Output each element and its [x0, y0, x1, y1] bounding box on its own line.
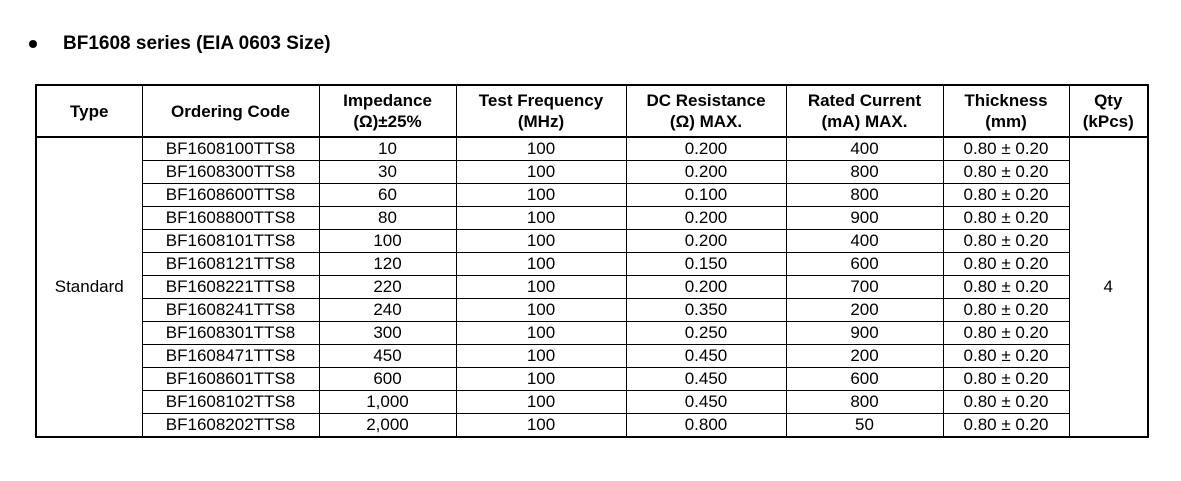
- cell-dc-resistance: 0.450: [626, 368, 786, 391]
- cell-rated-current: 900: [786, 322, 943, 345]
- table-row: [36, 414, 1148, 438]
- header-row: [36, 85, 1148, 137]
- cell-dc-resistance: 0.200: [626, 230, 786, 253]
- header-cell-qty: Qty (kPcs): [1069, 85, 1148, 137]
- cell-dc-resistance: 0.250: [626, 322, 786, 345]
- cell-test-frequency: 100: [456, 253, 626, 276]
- cell-impedance: 60: [319, 184, 456, 207]
- cell-dc-resistance: 0.450: [626, 391, 786, 414]
- table-row: [36, 345, 1148, 368]
- cell-ordering-code: BF1608600TTS8: [142, 184, 319, 207]
- cell-impedance: 80: [319, 207, 456, 230]
- cell-dc-resistance: 0.200: [626, 161, 786, 184]
- cell-impedance: 220: [319, 276, 456, 299]
- cell-rated-current: 600: [786, 253, 943, 276]
- table-row: [36, 322, 1148, 345]
- cell-impedance: 600: [319, 368, 456, 391]
- cell-thickness: 0.80 ± 0.20: [943, 322, 1069, 345]
- cell-rated-current: 200: [786, 299, 943, 322]
- cell-dc-resistance: 0.350: [626, 299, 786, 322]
- cell-impedance: 1,000: [319, 391, 456, 414]
- cell-thickness: 0.80 ± 0.20: [943, 299, 1069, 322]
- cell-test-frequency: 100: [456, 137, 626, 161]
- cell-thickness: 0.80 ± 0.20: [943, 184, 1069, 207]
- table-row: [36, 299, 1148, 322]
- cell-impedance: 300: [319, 322, 456, 345]
- cell-impedance: 2,000: [319, 414, 456, 438]
- table-row: [36, 368, 1148, 391]
- cell-impedance: 100: [319, 230, 456, 253]
- table-row: [36, 230, 1148, 253]
- cell-ordering-code: BF1608101TTS8: [142, 230, 319, 253]
- cell-rated-current: 50: [786, 414, 943, 438]
- cell-thickness: 0.80 ± 0.20: [943, 368, 1069, 391]
- table-row: [36, 184, 1148, 207]
- cell-thickness: 0.80 ± 0.20: [943, 276, 1069, 299]
- cell-impedance: 120: [319, 253, 456, 276]
- cell-rated-current: 400: [786, 230, 943, 253]
- table-row: [36, 207, 1148, 230]
- cell-ordering-code: BF1608102TTS8: [142, 391, 319, 414]
- header-cell-ordering-code: Ordering Code: [142, 85, 319, 137]
- cell-rated-current: 600: [786, 368, 943, 391]
- cell-thickness: 0.80 ± 0.20: [943, 207, 1069, 230]
- cell-ordering-code: BF1608301TTS8: [142, 322, 319, 345]
- cell-thickness: 0.80 ± 0.20: [943, 345, 1069, 368]
- type-cell: Standard: [36, 137, 142, 437]
- cell-impedance: 450: [319, 345, 456, 368]
- cell-rated-current: 800: [786, 391, 943, 414]
- cell-thickness: 0.80 ± 0.20: [943, 414, 1069, 438]
- cell-test-frequency: 100: [456, 414, 626, 438]
- cell-ordering-code: BF1608471TTS8: [142, 345, 319, 368]
- cell-dc-resistance: 0.450: [626, 345, 786, 368]
- cell-test-frequency: 100: [456, 391, 626, 414]
- cell-test-frequency: 100: [456, 184, 626, 207]
- header-cell-thickness: Thickness (mm): [943, 85, 1069, 137]
- header-cell-rated-current: Rated Current (mA) MAX.: [786, 85, 943, 137]
- cell-test-frequency: 100: [456, 161, 626, 184]
- cell-dc-resistance: 0.800: [626, 414, 786, 438]
- header-cell-type: Type: [36, 85, 142, 137]
- header-cell-dc-resistance: DC Resistance (Ω) MAX.: [626, 85, 786, 137]
- header-cell-test-frequency: Test Frequency (MHz): [456, 85, 626, 137]
- section-heading: [24, 30, 331, 58]
- cell-impedance: 10: [319, 137, 456, 161]
- cell-ordering-code: BF1608100TTS8: [142, 137, 319, 161]
- table-row: [36, 391, 1148, 414]
- table-row: [36, 137, 1148, 161]
- cell-rated-current: 800: [786, 161, 943, 184]
- cell-ordering-code: BF1608601TTS8: [142, 368, 319, 391]
- cell-dc-resistance: 0.200: [626, 137, 786, 161]
- cell-ordering-code: BF1608300TTS8: [142, 161, 319, 184]
- cell-thickness: 0.80 ± 0.20: [943, 161, 1069, 184]
- cell-test-frequency: 100: [456, 207, 626, 230]
- cell-rated-current: 400: [786, 137, 943, 161]
- cell-ordering-code: BF1608241TTS8: [142, 299, 319, 322]
- table-row: [36, 161, 1148, 184]
- cell-dc-resistance: 0.200: [626, 207, 786, 230]
- cell-dc-resistance: 0.200: [626, 276, 786, 299]
- cell-ordering-code: BF1608800TTS8: [142, 207, 319, 230]
- cell-test-frequency: 100: [456, 322, 626, 345]
- cell-thickness: 0.80 ± 0.20: [943, 253, 1069, 276]
- cell-ordering-code: BF1608121TTS8: [142, 253, 319, 276]
- spec-table: [35, 84, 1149, 438]
- section-title: BF1608 series (EIA 0603 Size): [63, 33, 331, 54]
- cell-dc-resistance: 0.100: [626, 184, 786, 207]
- cell-test-frequency: 100: [456, 345, 626, 368]
- cell-impedance: 240: [319, 299, 456, 322]
- cell-rated-current: 700: [786, 276, 943, 299]
- cell-rated-current: 900: [786, 207, 943, 230]
- cell-test-frequency: 100: [456, 230, 626, 253]
- cell-impedance: 30: [319, 161, 456, 184]
- cell-ordering-code: BF1608202TTS8: [142, 414, 319, 438]
- cell-test-frequency: 100: [456, 276, 626, 299]
- cell-thickness: 0.80 ± 0.20: [943, 391, 1069, 414]
- cell-test-frequency: 100: [456, 299, 626, 322]
- table-row: [36, 276, 1148, 299]
- cell-ordering-code: BF1608221TTS8: [142, 276, 319, 299]
- bullet-icon: [29, 40, 37, 48]
- cell-rated-current: 200: [786, 345, 943, 368]
- cell-thickness: 0.80 ± 0.20: [943, 230, 1069, 253]
- table-row: [36, 253, 1148, 276]
- cell-rated-current: 800: [786, 184, 943, 207]
- cell-test-frequency: 100: [456, 368, 626, 391]
- qty-cell: 4: [1069, 137, 1148, 437]
- header-cell-impedance: Impedance (Ω)±25%: [319, 85, 456, 137]
- cell-dc-resistance: 0.150: [626, 253, 786, 276]
- cell-thickness: 0.80 ± 0.20: [943, 137, 1069, 161]
